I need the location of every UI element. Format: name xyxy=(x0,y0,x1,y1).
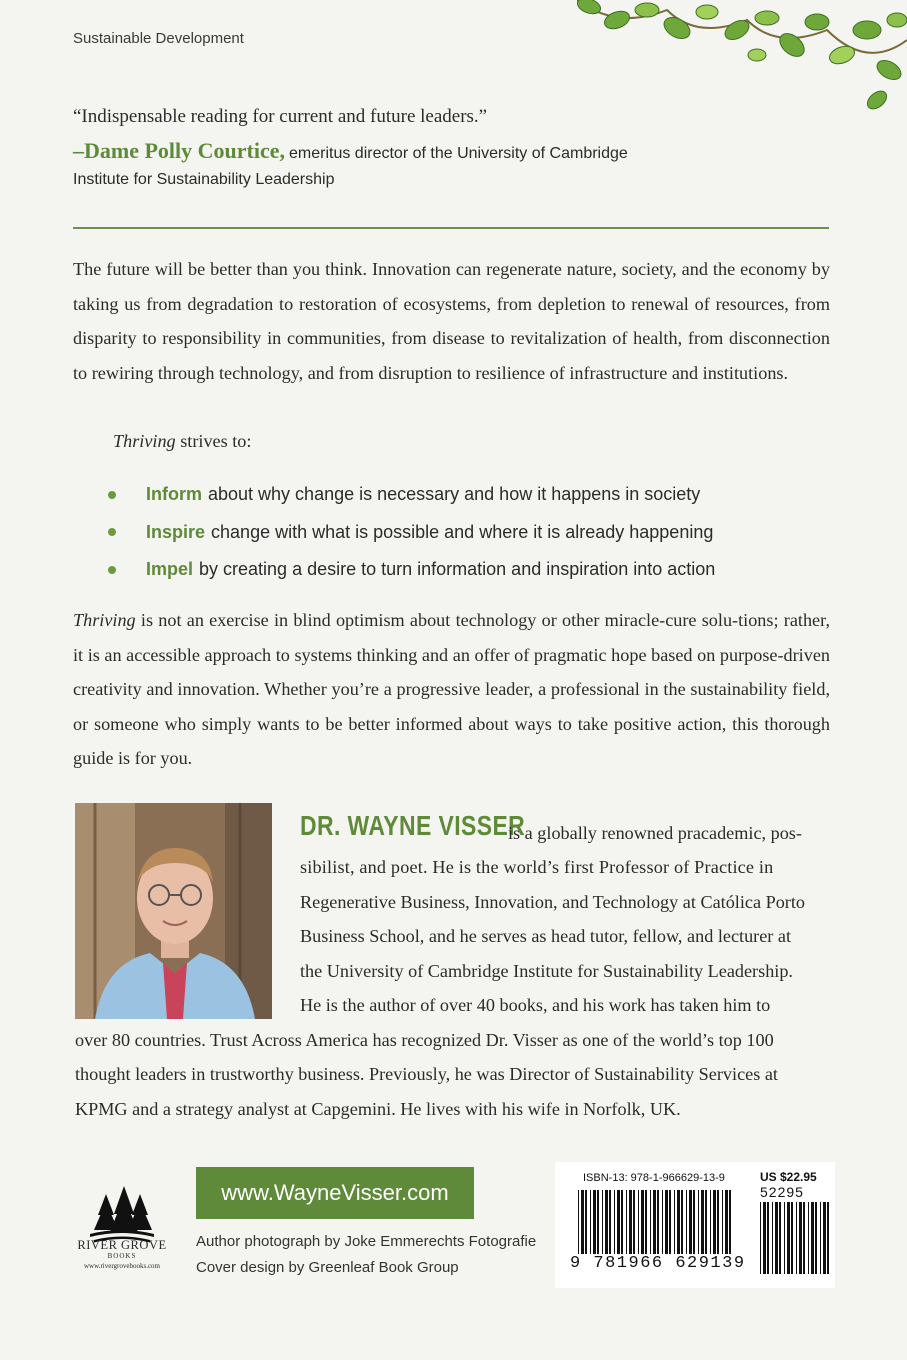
author-name: DR. WAYNE VISSER xyxy=(300,810,526,841)
quote-attribution xyxy=(73,136,843,169)
ean-barcode-icon xyxy=(578,1190,736,1254)
bio-line: sibilist, and poet. He is the world’s first Professor of Practice in xyxy=(300,857,774,877)
isbn-label: ISBN-13: 978-1-966629-13-9 xyxy=(583,1172,725,1184)
photo-credit: Author photograph by Joke Emmerechts Fotografie xyxy=(196,1233,537,1250)
quote-affiliation-2: Institute for Sustainability Leadership xyxy=(73,171,335,188)
bullet-text: about why change is necessary and how it happens in society xyxy=(208,484,701,505)
bullet-keyword: Inform xyxy=(146,484,202,505)
intro-paragraph: The future will be better than you think. Innovation can regenerate nature, society, and the economy by taking us from degradation to restoration of ecosystems, from depletion to renewal of resources, from disparity to responsibility in communities, from disease to revitalization of health, from disconnection to rewiring through technology, and from disruption to resilience of infrastructure and institutions. xyxy=(73,259,830,383)
website-link[interactable]: www.WayneVisser.com xyxy=(196,1167,474,1219)
bullet-keyword: Impel xyxy=(146,559,194,580)
strives-rest: strives to: xyxy=(175,431,252,451)
price-code: 52295 xyxy=(760,1184,804,1200)
bullet-dot-icon xyxy=(108,528,116,536)
bullet-text: by creating a desire to turn information and inspiration into action xyxy=(199,559,716,580)
bullet-keyword: Inspire xyxy=(146,521,206,542)
quote-text: “Indispensable reading for current and future leaders.” xyxy=(73,106,488,127)
second-paragraph-text: is not an exercise in blind optimism about technology or other miracle-cure solu-tions; rather, it is an accessible approach to systems thinking and an offer of pragmatic hope based on purpose-driven creativity and innovation. Whether you’re a progressive leader, a professional in the sustainability field, or someone who simply wants to be better informed about ways to take positive action, this thorough guide is for you. xyxy=(73,610,830,769)
bullet-item xyxy=(108,551,848,589)
bullet-dot-icon xyxy=(108,491,116,499)
decorative-leaves xyxy=(577,0,907,120)
category-label: Sustainable Development xyxy=(73,30,244,47)
bio-line: over 80 countries. Trust Across America has recognized Dr. Visser as one of the world’s top 100 xyxy=(75,1030,774,1050)
endorsement-quote xyxy=(73,104,843,191)
bullet-text: change with what is possible and where it is already happening xyxy=(211,521,714,542)
bio-line: KPMG and a strategy analyst at Capgemini. He lives with his wife in Norfolk, UK. xyxy=(75,1099,681,1119)
bullet-item xyxy=(108,514,848,552)
publisher-url: www.rivergrovebooks.com xyxy=(83,1262,160,1270)
bio-line: Business School, and he serves as head tutor, fellow, and lecturer at xyxy=(300,926,792,946)
design-credit: Cover design by Greenleaf Book Group xyxy=(196,1259,459,1276)
publisher-sub: BOOKS xyxy=(107,1252,137,1260)
author-photo xyxy=(75,803,272,1019)
second-paragraph-title: Thriving xyxy=(73,610,136,630)
bullet-list xyxy=(108,476,848,589)
divider-rule xyxy=(73,227,829,229)
price-barcode-icon xyxy=(760,1202,830,1274)
bio-line: the University of Cambridge Institute for Sustainability Leadership. xyxy=(300,961,793,981)
strives-title: Thriving xyxy=(113,431,176,451)
second-paragraph xyxy=(73,603,830,776)
quote-affiliation-1: emeritus director of the University of Cambridge xyxy=(289,145,628,162)
price-label: US $22.95 xyxy=(760,1170,817,1184)
bullet-dot-icon xyxy=(108,566,116,574)
strives-heading xyxy=(113,424,251,458)
quote-author: –Dame Polly Courtice, xyxy=(73,138,285,163)
bio-line: He is the author of over 40 books, and his work has taken him to xyxy=(300,995,771,1015)
publisher-name: RIVER GROVE xyxy=(77,1238,167,1252)
ean-digits: 9 781966 629139 xyxy=(570,1254,746,1273)
bio-line: thought leaders in trustworthy business. Previously, he was Director of Sustainability Services at xyxy=(75,1064,778,1084)
bio-line: Regenerative Business, Innovation, and Technology at Católica Porto xyxy=(300,892,806,912)
bullet-item xyxy=(108,476,848,514)
bio-line: is a globally renowned pracademic, pos- xyxy=(508,823,802,843)
